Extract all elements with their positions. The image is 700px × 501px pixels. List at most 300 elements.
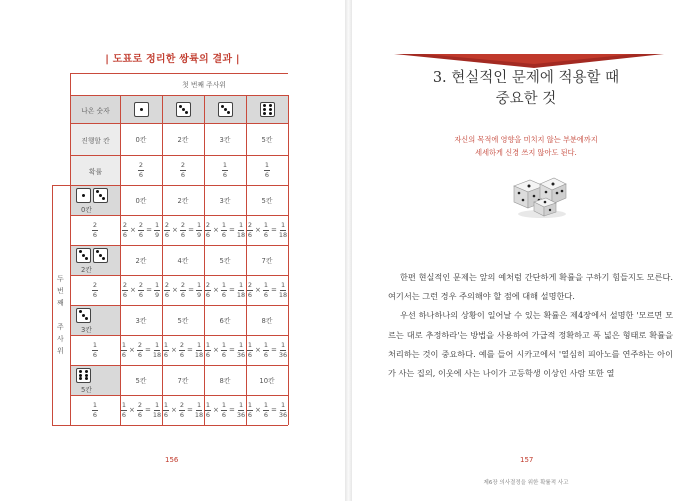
second-die-probability	[70, 215, 120, 245]
product-cell	[204, 275, 246, 305]
row-label-number	[71, 96, 120, 123]
probability-table	[52, 73, 287, 438]
fraction-numerator: 1	[238, 221, 244, 229]
page-number-left: 156	[165, 456, 179, 464]
fraction-numerator: 1	[92, 341, 98, 349]
equals-sign: =	[229, 406, 235, 414]
quote-line-1: 자신의 목적에 영향을 미치지 않는 부분에까지	[454, 135, 598, 144]
first-die-probability	[120, 155, 162, 185]
fraction-denominator: 18	[152, 410, 162, 419]
fraction-denominator: 6	[138, 230, 144, 239]
fraction-numerator: 1	[154, 401, 160, 409]
second-die-face	[71, 186, 120, 215]
fraction-numerator: 1	[280, 401, 286, 409]
fraction-denominator: 6	[121, 350, 126, 359]
table-rule	[52, 185, 70, 186]
sum-cell	[162, 365, 204, 395]
fraction	[153, 402, 161, 418]
row-label-probability-text: 확률	[88, 167, 103, 176]
die-pip	[85, 370, 88, 373]
first-die-probability	[204, 155, 246, 185]
die-pip	[227, 111, 230, 114]
times-sign: ×	[172, 286, 178, 294]
die-pip	[263, 108, 266, 111]
fraction-numerator: 1	[238, 341, 244, 349]
second-die-label	[57, 273, 64, 357]
fraction-numerator: 1	[263, 401, 268, 409]
fraction-numerator: 1	[92, 401, 98, 409]
second-die-advance: 3칸	[81, 325, 92, 334]
fraction-denominator: 6	[163, 350, 168, 359]
die-pip	[85, 374, 88, 377]
quote-line-2: 세세하게 신경 쓰지 않아도 된다.	[475, 148, 577, 157]
times-sign: ×	[212, 406, 219, 414]
equals-sign: =	[271, 406, 277, 414]
second-die-label-char: 째	[57, 299, 64, 307]
die-pip	[269, 108, 272, 111]
fraction-numerator: 1	[121, 341, 126, 349]
fraction-denominator: 6	[92, 410, 98, 419]
fraction-denominator: 6	[263, 350, 268, 359]
product-cell	[162, 275, 204, 305]
sum-value: 2칸	[135, 257, 147, 265]
fraction-numerator: 1	[263, 221, 268, 229]
die-pip	[85, 257, 88, 260]
fraction	[263, 282, 269, 298]
product-cell	[162, 215, 204, 245]
die-face-3-icon	[176, 102, 191, 117]
fraction	[180, 162, 186, 178]
fraction	[92, 282, 98, 298]
fraction	[221, 222, 227, 238]
fraction	[205, 342, 211, 358]
times-sign: ×	[170, 346, 177, 354]
sum-cell	[120, 365, 162, 395]
fraction-denominator: 6	[221, 350, 226, 359]
die-face-6-icon	[260, 102, 275, 117]
equals-sign: =	[229, 346, 235, 354]
fraction-denominator: 18	[236, 290, 246, 299]
fraction	[179, 342, 185, 358]
right-page	[352, 0, 700, 501]
equals-sign: =	[271, 286, 277, 294]
sum-value: 0칸	[135, 197, 147, 205]
die-pip	[269, 104, 272, 107]
row-label-probability	[71, 156, 120, 185]
fraction-numerator: 1	[196, 341, 202, 349]
fraction-numerator: 1	[238, 401, 244, 409]
fraction	[279, 342, 287, 358]
fraction-numerator: 2	[122, 221, 128, 229]
fraction	[222, 162, 228, 178]
fraction-denominator: 6	[92, 290, 98, 299]
equals-sign: =	[271, 226, 277, 234]
sum-value: 5칸	[177, 317, 189, 325]
fraction	[179, 402, 185, 418]
fraction-numerator: 2	[247, 221, 252, 229]
die-pip	[79, 377, 82, 380]
first-die-face	[247, 96, 288, 123]
sum-cell	[204, 245, 246, 275]
times-sign: ×	[128, 406, 135, 414]
second-die-probability	[70, 275, 120, 305]
fraction	[263, 342, 269, 358]
die-pip	[269, 112, 272, 115]
fraction-denominator: 6	[205, 350, 210, 359]
die-face-3-icon	[93, 248, 108, 263]
fraction	[247, 282, 253, 298]
fraction	[164, 282, 170, 298]
times-sign: ×	[254, 226, 261, 234]
fraction	[163, 402, 169, 418]
equals-sign: =	[229, 226, 235, 234]
first-die-face	[121, 96, 162, 123]
fraction-numerator: 1	[205, 401, 210, 409]
fraction-numerator: 1	[280, 341, 286, 349]
sum-value: 8칸	[261, 317, 273, 325]
second-die-dice	[75, 248, 109, 263]
fraction-denominator: 6	[92, 350, 98, 359]
fraction-numerator: 2	[138, 161, 144, 169]
fraction-numerator: 2	[179, 401, 184, 409]
fraction-numerator: 2	[205, 281, 210, 289]
fraction-denominator: 6	[247, 350, 252, 359]
advance-value: 2칸	[177, 136, 189, 144]
die-face-3-icon	[218, 102, 233, 117]
table-title: | 도표로 정리한 쌍륙의 결과 |	[105, 54, 240, 65]
fraction	[263, 402, 269, 418]
die-pip	[79, 310, 82, 313]
sum-cell	[204, 365, 246, 395]
fraction	[264, 162, 270, 178]
advance-value: 3칸	[219, 136, 231, 144]
times-sign: ×	[128, 346, 135, 354]
fraction-denominator: 6	[121, 410, 126, 419]
fraction-denominator: 6	[247, 290, 252, 299]
fraction-denominator: 6	[263, 290, 268, 299]
fraction	[164, 222, 170, 238]
fraction	[122, 282, 128, 298]
times-sign: ×	[212, 226, 219, 234]
sum-cell	[162, 305, 204, 335]
fraction	[263, 222, 269, 238]
body-text	[388, 268, 673, 383]
fraction-numerator: 2	[92, 281, 98, 289]
fraction-denominator: 36	[236, 350, 246, 359]
fraction	[221, 342, 227, 358]
product-cell	[204, 395, 246, 425]
fraction-denominator: 6	[263, 230, 268, 239]
die-face-1-icon	[134, 102, 149, 117]
second-die-advance: 2칸	[81, 265, 92, 274]
fraction-numerator: 1	[154, 281, 160, 289]
die-pip	[96, 190, 99, 193]
fraction-denominator: 6	[137, 350, 142, 359]
fraction-denominator: 6	[264, 170, 270, 179]
fraction-denominator: 6	[221, 290, 226, 299]
die-face-3-icon	[76, 308, 91, 323]
die-pip	[85, 317, 88, 320]
fraction-numerator: 2	[180, 221, 186, 229]
fraction-denominator: 6	[263, 410, 268, 419]
fraction-denominator: 36	[278, 410, 288, 419]
die-pip	[263, 104, 266, 107]
fraction	[138, 162, 144, 178]
fraction	[237, 342, 245, 358]
fraction-denominator: 18	[236, 230, 246, 239]
fraction-denominator: 6	[221, 410, 226, 419]
fraction-denominator: 6	[122, 230, 128, 239]
sum-cell	[120, 185, 162, 215]
fraction	[137, 342, 143, 358]
fraction-denominator: 6	[164, 230, 170, 239]
equals-sign: =	[188, 286, 194, 294]
equals-sign: =	[146, 226, 152, 234]
fraction-numerator: 2	[164, 221, 170, 229]
advance-value: 0칸	[135, 136, 147, 144]
fraction-numerator: 1	[221, 221, 226, 229]
times-sign: ×	[172, 226, 178, 234]
equals-sign: =	[187, 406, 193, 414]
fraction-denominator: 6	[247, 230, 252, 239]
fraction-denominator: 36	[236, 410, 246, 419]
fraction	[122, 222, 128, 238]
sum-value: 10칸	[259, 377, 275, 385]
fraction-denominator: 6	[180, 230, 186, 239]
first-die-header	[120, 73, 288, 95]
second-die-dice	[75, 368, 92, 383]
fraction	[92, 402, 98, 418]
equals-sign: =	[187, 346, 193, 354]
die-pip	[102, 257, 105, 260]
second-die-label-char: 두	[57, 275, 64, 283]
die-pip	[79, 250, 82, 253]
left-page	[0, 0, 345, 501]
times-sign: ×	[254, 286, 261, 294]
advance-value: 5칸	[261, 136, 273, 144]
fraction	[247, 342, 253, 358]
fraction-numerator: 1	[154, 341, 160, 349]
fraction-numerator: 1	[221, 341, 226, 349]
fraction-denominator: 9	[196, 230, 202, 239]
fraction-denominator: 6	[138, 290, 144, 299]
fraction	[154, 222, 160, 238]
fraction-numerator: 2	[164, 281, 170, 289]
die-pip	[79, 370, 82, 373]
row-label-number-text: 나온 숫자	[81, 106, 110, 115]
fraction	[138, 222, 144, 238]
fraction-denominator: 9	[154, 290, 160, 299]
fraction-denominator: 18	[278, 230, 288, 239]
fraction-denominator: 9	[196, 290, 202, 299]
fraction	[154, 282, 160, 298]
fraction-denominator: 6	[180, 290, 186, 299]
product-cell	[162, 335, 204, 365]
equals-sign: =	[145, 346, 151, 354]
fraction-denominator: 6	[122, 290, 128, 299]
fraction-denominator: 6	[137, 410, 142, 419]
fraction	[153, 342, 161, 358]
paragraph-2: 우선 하나하나의 상황이 일어날 수 있는 확률은 제4장에서 설명한 '모르면 모르는 대로 추정하라'는 방법을 사용하여 가급적 정확하고 폭 넓은 형태로 확률을 처리하는 것이 중요하다. 예를 들어 시카고에서 '열심히 피아노를 연주하는 아이가 사는 집의, 이웃에 사는 나이가 고등학생 이상인 사람 또한 열	[388, 310, 673, 379]
second-die-label-char: 사	[57, 335, 64, 343]
first-die-probability	[162, 155, 204, 185]
fraction-numerator: 2	[205, 221, 210, 229]
die-pip	[82, 194, 85, 197]
fraction-numerator: 1	[247, 401, 252, 409]
product-cell	[246, 395, 288, 425]
fraction-denominator: 6	[205, 230, 210, 239]
product-cell	[120, 215, 162, 245]
first-die-advance	[246, 123, 288, 155]
fraction-denominator: 18	[194, 410, 204, 419]
die-pip	[140, 108, 143, 111]
die-pip	[99, 194, 102, 197]
product-cell	[246, 275, 288, 305]
first-die-face	[163, 96, 204, 123]
die-pip	[99, 254, 102, 257]
fraction-numerator: 2	[137, 401, 142, 409]
fraction	[221, 282, 227, 298]
sum-value: 5칸	[219, 257, 231, 265]
sum-cell	[246, 185, 288, 215]
die-pip	[102, 197, 105, 200]
fraction-denominator: 9	[154, 230, 160, 239]
fraction-numerator: 2	[179, 341, 184, 349]
fraction-denominator: 6	[180, 170, 186, 179]
fraction-numerator: 1	[263, 281, 268, 289]
times-sign: ×	[212, 346, 219, 354]
sum-cell	[246, 245, 288, 275]
fraction-denominator: 18	[194, 350, 204, 359]
second-die-advance: 5칸	[81, 385, 92, 394]
sum-value: 6칸	[219, 317, 231, 325]
chapter-heading	[352, 68, 700, 110]
fraction	[121, 342, 127, 358]
dice-illustration	[510, 172, 570, 220]
fraction-denominator: 6	[163, 410, 168, 419]
page-number-right: 157	[520, 456, 534, 464]
die-pip	[82, 314, 85, 317]
sum-cell	[162, 185, 204, 215]
fraction-numerator: 1	[247, 341, 252, 349]
sum-value: 8칸	[219, 377, 231, 385]
fraction	[137, 402, 143, 418]
second-die-face	[71, 246, 120, 275]
pull-quote	[352, 133, 700, 159]
sum-value: 7칸	[261, 257, 273, 265]
sum-value: 3칸	[219, 197, 231, 205]
row-label-advance	[71, 124, 120, 155]
fraction-denominator: 18	[152, 350, 162, 359]
first-die-face	[205, 96, 246, 123]
fraction-numerator: 2	[247, 281, 252, 289]
sum-value: 5칸	[135, 377, 147, 385]
fraction-denominator: 6	[138, 170, 144, 179]
fraction-numerator: 1	[280, 281, 286, 289]
table-rule	[52, 425, 288, 426]
fraction	[279, 222, 287, 238]
product-cell	[162, 395, 204, 425]
equals-sign: =	[145, 406, 151, 414]
fraction-denominator: 18	[278, 290, 288, 299]
sum-cell	[204, 185, 246, 215]
fraction	[121, 402, 127, 418]
first-die-header-text: 첫 번째 주사위	[182, 81, 226, 89]
fraction	[279, 282, 287, 298]
sum-cell	[246, 365, 288, 395]
product-cell	[120, 395, 162, 425]
second-die-probability	[70, 335, 120, 365]
die-face-3-icon	[93, 188, 108, 203]
die-face-1-icon	[76, 188, 91, 203]
chapter-footer: 제6장 의사결정을 위한 확률적 사고	[483, 480, 569, 486]
fraction-denominator: 6	[179, 350, 184, 359]
row-label-advance-text: 진행할 칸	[81, 136, 110, 145]
times-sign: ×	[130, 226, 136, 234]
fraction	[138, 282, 144, 298]
fraction-numerator: 1	[163, 401, 168, 409]
first-die-advance	[204, 123, 246, 155]
second-die-probability	[70, 395, 120, 425]
sum-value: 4칸	[177, 257, 189, 265]
die-face-3-icon	[76, 248, 91, 263]
die-pip	[85, 377, 88, 380]
fraction-numerator: 1	[221, 401, 226, 409]
product-cell	[204, 335, 246, 365]
sum-value: 7칸	[177, 377, 189, 385]
fraction-numerator: 2	[138, 221, 144, 229]
fraction	[279, 402, 287, 418]
fraction-numerator: 1	[222, 161, 228, 169]
first-die-probability	[246, 155, 288, 185]
product-cell	[120, 275, 162, 305]
sum-value: 3칸	[135, 317, 147, 325]
second-die-label-char: 번	[57, 287, 64, 295]
fraction-numerator: 1	[196, 281, 202, 289]
fraction	[196, 282, 202, 298]
product-cell	[120, 335, 162, 365]
fraction-numerator: 2	[180, 281, 186, 289]
fraction	[237, 402, 245, 418]
paragraph-1: 한편 현실적인 문제는 앞의 예처럼 간단하게 확률을 구하기 힘들지도 모른다. 여기서는 그런 경우 주의해야 할 점에 대해 설명한다.	[388, 272, 673, 302]
fraction-numerator: 1	[263, 341, 268, 349]
fraction	[92, 342, 98, 358]
fraction	[205, 402, 211, 418]
fraction-numerator: 2	[138, 281, 144, 289]
equals-sign: =	[188, 226, 194, 234]
fraction	[196, 222, 202, 238]
fraction-denominator: 6	[92, 230, 98, 239]
times-sign: ×	[130, 286, 136, 294]
fraction-numerator: 1	[196, 221, 202, 229]
second-die-advance: 0칸	[81, 205, 92, 214]
second-die-label-char: 위	[57, 347, 64, 355]
second-die-dice	[75, 188, 109, 203]
fraction-denominator: 6	[205, 410, 210, 419]
die-pip	[79, 374, 82, 377]
fraction	[221, 402, 227, 418]
fraction-denominator: 36	[278, 350, 288, 359]
times-sign: ×	[212, 286, 219, 294]
die-pip	[221, 105, 224, 108]
fraction-denominator: 6	[179, 410, 184, 419]
first-die-advance	[162, 123, 204, 155]
equals-sign: =	[229, 286, 235, 294]
fraction-numerator: 1	[154, 221, 160, 229]
fraction-denominator: 6	[164, 290, 170, 299]
fraction	[205, 222, 211, 238]
table-rule	[52, 185, 53, 425]
